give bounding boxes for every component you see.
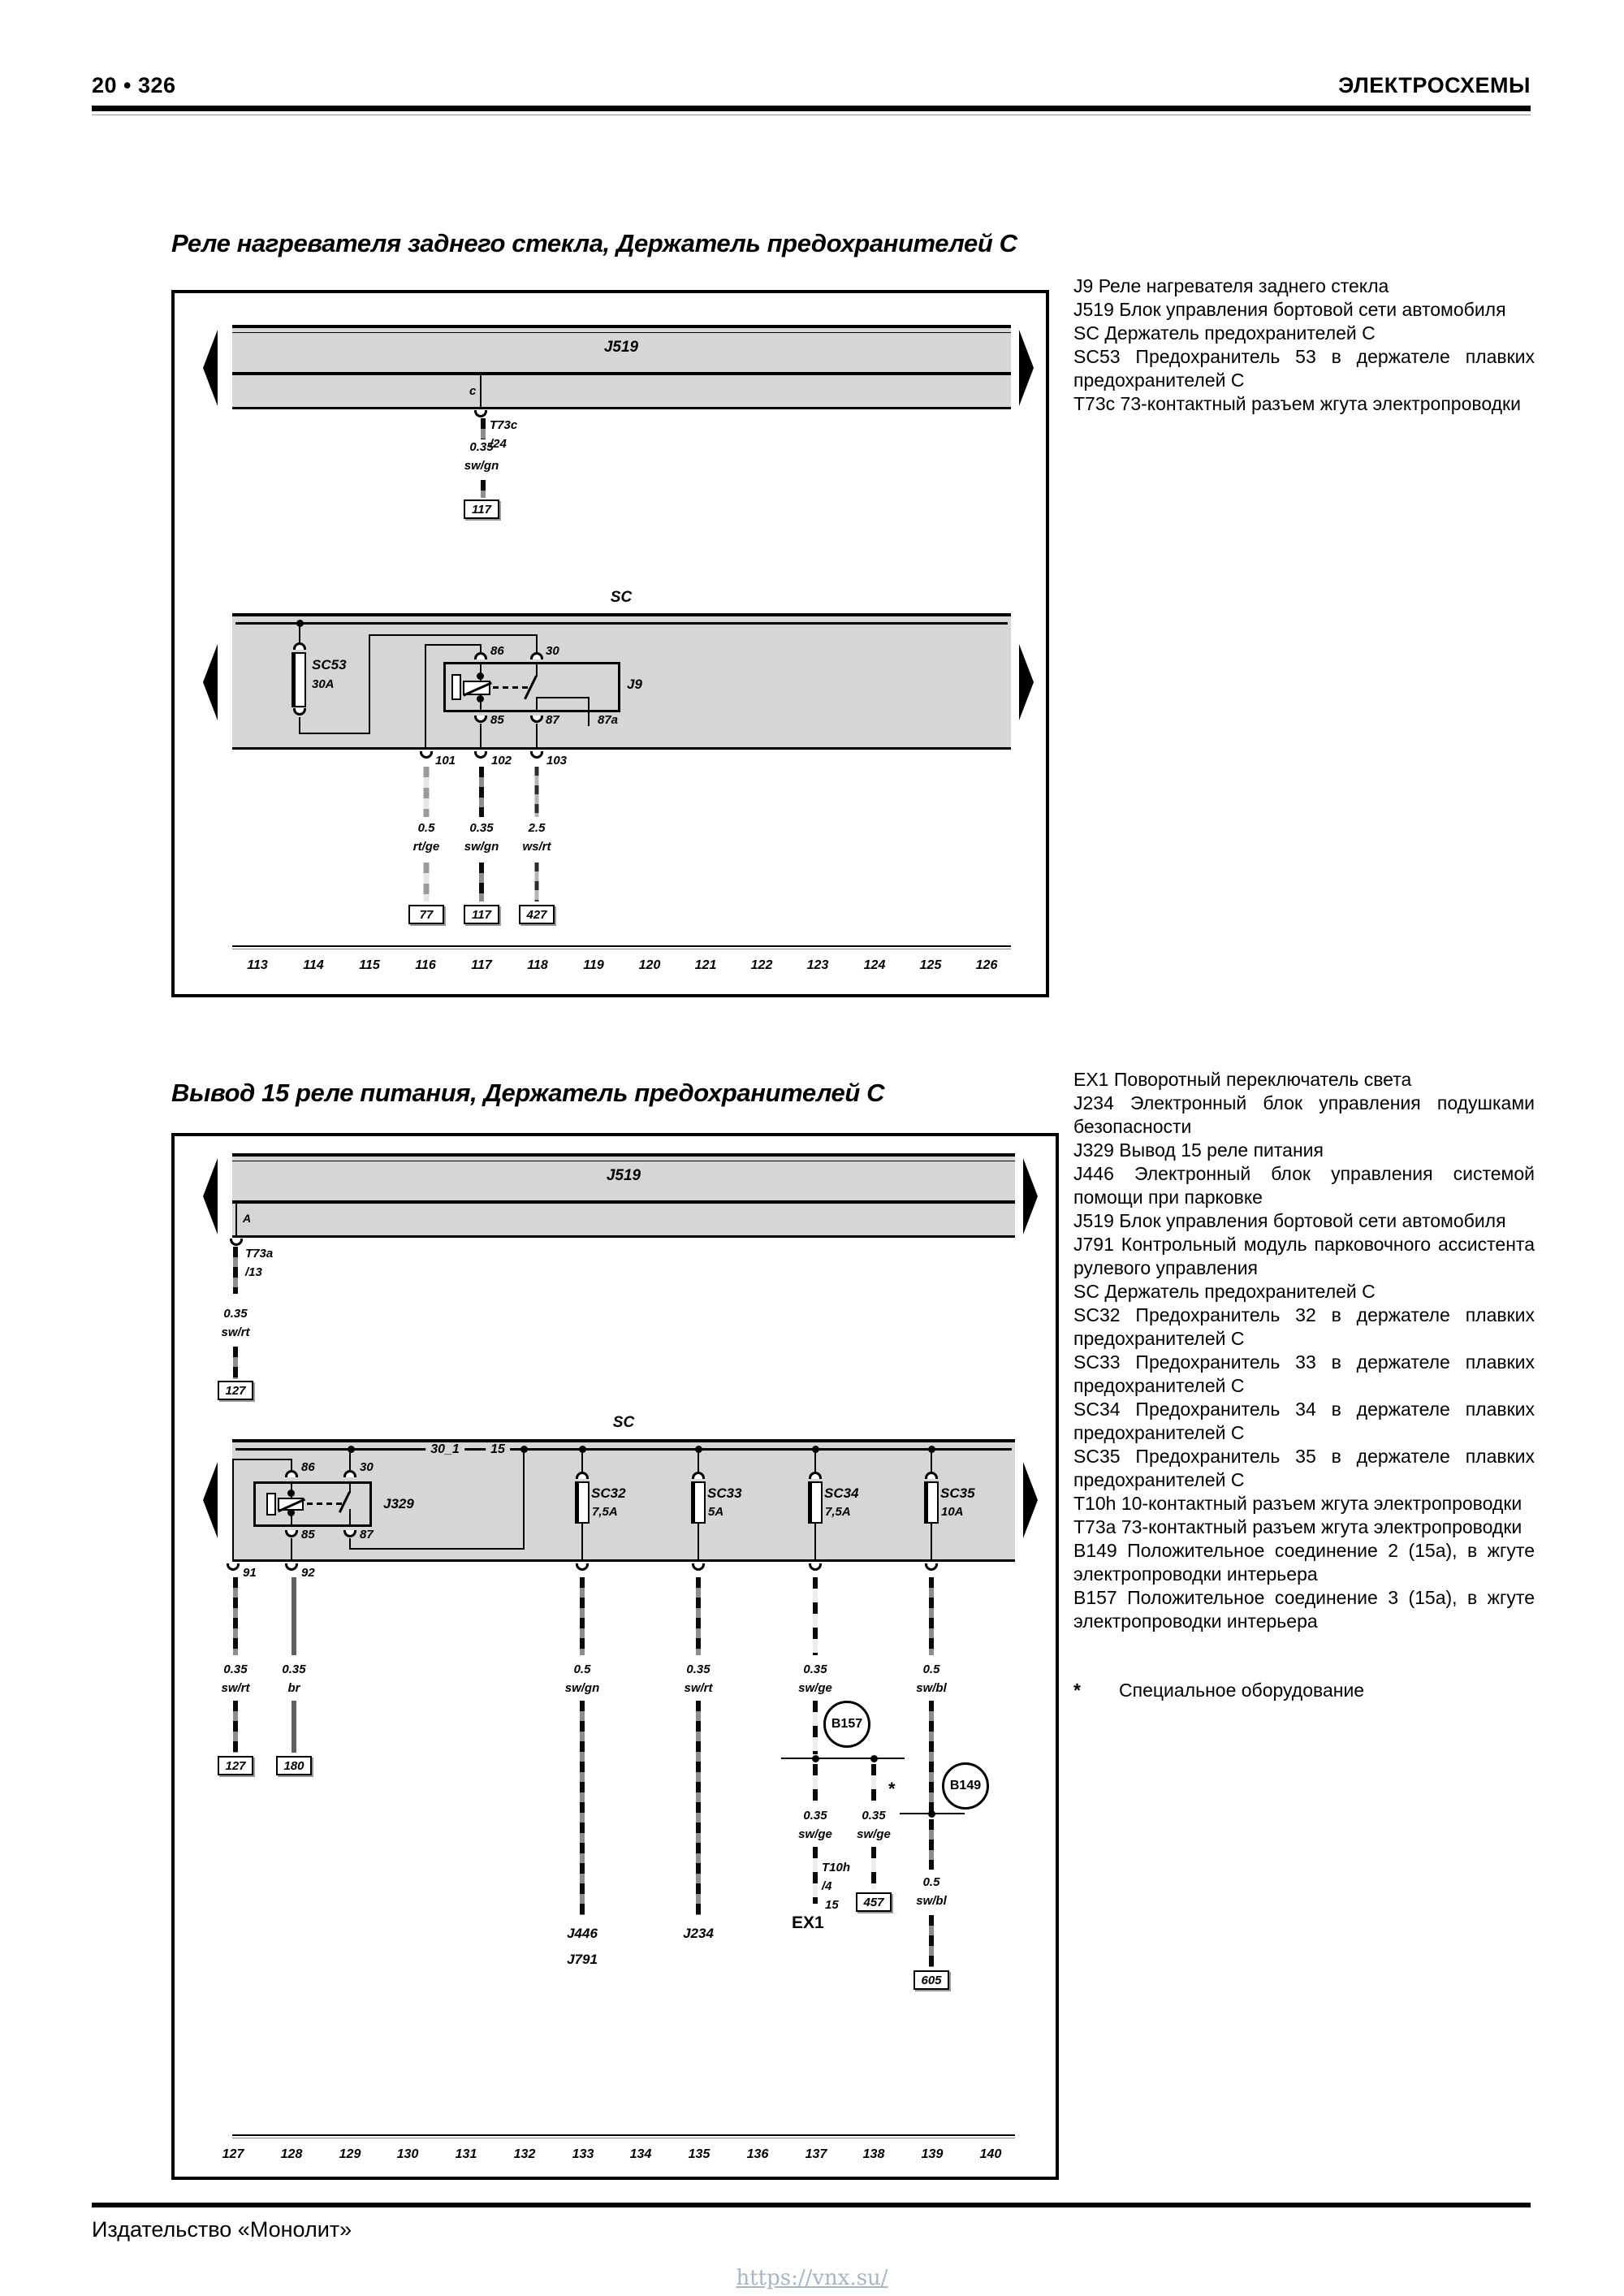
terminal-103-label: 103 (546, 754, 568, 767)
fuse-lead (299, 717, 300, 734)
link-line (536, 634, 538, 652)
track-number: 124 (863, 958, 886, 972)
wire-color: sw/bl (916, 1894, 947, 1908)
diagram1-title: Реле нагревателя заднего стекла, Держатель предохранителей С (171, 229, 1017, 257)
header-rule (92, 106, 1531, 111)
legend-entry: SC Держатель предохранителей С (1073, 1281, 1376, 1302)
wire-sw-gn (580, 1701, 585, 1915)
band-inner-line (232, 332, 1011, 333)
fuse-lead (814, 1524, 816, 1562)
connector-cup-icon (692, 1472, 705, 1479)
wire-color: ws/rt (522, 840, 551, 854)
coil-lead (291, 1511, 292, 1527)
wire-ws-rt (535, 767, 539, 817)
legend-entry: SC53 Предохранитель 53 в держателе плавких предохранителей С (1073, 346, 1535, 391)
link-line (425, 644, 482, 646)
terminal-box-180: 180 (276, 1756, 312, 1775)
connector-t10h-15: 15 (825, 1898, 839, 1912)
fusebox-label-sc: SC (610, 589, 633, 606)
wire-color: sw/gn (464, 459, 499, 473)
wire-size: 0.35 (469, 440, 494, 454)
legend-entry: T73c 73-контактный разъем жгута электропроводки (1073, 393, 1521, 414)
pin-c-label: c (469, 384, 477, 398)
fuse-sc32-name: SC32 (591, 1485, 626, 1501)
fuse-lead (814, 1451, 816, 1472)
fuse-lead (931, 1524, 932, 1562)
wire-sw-gn (481, 480, 486, 498)
terminal-box-427: 427 (519, 905, 555, 924)
wire-ws-rt (535, 863, 539, 902)
connector-t10h-pin: /4 (822, 1879, 832, 1893)
continuation-left-arrow-icon (203, 1158, 218, 1234)
relay-pin85-label: 85 (490, 713, 504, 727)
terminal-102-label: 102 (491, 754, 512, 767)
fuse-sc35-amps: 10A (941, 1505, 964, 1519)
legend-entry: B157 Положительное соединение 3 (15a), в жгуте электропроводки интерьера (1073, 1587, 1535, 1632)
track-number: 121 (694, 958, 717, 972)
fuse-sc53-name: SC53 (312, 657, 347, 672)
watermark-link[interactable]: https://vnx.su/ (736, 2266, 888, 2290)
wire-sw-bl (929, 1915, 934, 1967)
switch-lead (349, 1509, 351, 1527)
legend-entry: J329 Вывод 15 реле питания (1073, 1139, 1324, 1161)
connector-t73c-pin: /24 (490, 437, 507, 451)
wire-sw-ge (813, 1701, 818, 1754)
legend-entry: J519 Блок управления бортовой сети автомобиля (1073, 1210, 1506, 1231)
track-number: 113 (247, 958, 268, 972)
track-number: 123 (806, 958, 829, 972)
track-number: 116 (415, 958, 436, 972)
relay-pin87-label: 87 (546, 713, 559, 727)
track-number: 134 (629, 2147, 652, 2161)
module-label-j519: J519 (606, 1167, 641, 1184)
wire-color: sw/gn (464, 840, 499, 854)
legend-entry: J9 Реле нагревателя заднего стекла (1073, 275, 1389, 296)
publisher: Издательство «Монолит» (92, 2217, 352, 2242)
fuse-sc33-name: SC33 (707, 1485, 742, 1501)
legend-entry: T10h 10-контактный разъем жгута электропроводки (1073, 1493, 1522, 1514)
fusebox-label-sc: SC (612, 1414, 635, 1431)
legend-entry: SC33 Предохранитель 33 в держателе плавких предохранителей С (1073, 1351, 1535, 1396)
switch-lead (536, 697, 538, 712)
legend-entry: SC Держатель предохранителей С (1073, 322, 1376, 344)
continuation-right-arrow-icon (1023, 1462, 1038, 1538)
wire-size: 0.35 (803, 1809, 827, 1823)
fuse-lead (581, 1524, 583, 1562)
wire-sw-rt (696, 1577, 701, 1655)
track-number: 130 (396, 2147, 419, 2161)
continuation-left-arrow-icon (203, 330, 218, 406)
module-label-j519: J519 (603, 339, 639, 356)
relay-coil-frame (266, 1493, 276, 1516)
relay-j329-name: J329 (383, 1496, 414, 1511)
wire-rt-ge (424, 767, 430, 817)
connector-t73c: T73c (490, 418, 518, 432)
relay-pin85-label: 85 (301, 1528, 315, 1541)
wire-color: rt/ge (412, 840, 440, 854)
fuse-sc35-symbol (924, 1481, 939, 1524)
connector-cup-icon (925, 1472, 938, 1479)
diagram2-module-band-j519 (232, 1153, 1015, 1238)
wire-sw-bl (929, 1819, 934, 1870)
diagram1-module-band-j519 (232, 325, 1011, 409)
wire-sw-ge (871, 1764, 876, 1801)
diagram2-legend (1073, 1068, 1535, 1702)
legend-entry: SC35 Предохранитель 35 в держателе плавких предохранителей С (1073, 1446, 1535, 1490)
relay-coil-frame (451, 674, 461, 700)
terminal-box-127: 127 (218, 1756, 253, 1775)
terminal-box-117: 117 (464, 499, 499, 519)
wire-color: sw/rt (221, 1681, 250, 1695)
fuse-sc35-name: SC35 (940, 1485, 975, 1501)
exit-lead (480, 724, 482, 750)
track-number: 114 (303, 958, 324, 972)
connector-t73a: T73a (245, 1247, 274, 1260)
wire-size: 0.35 (223, 1663, 248, 1676)
terminal-92-label: 92 (301, 1566, 315, 1580)
component-j234: J234 (683, 1926, 714, 1941)
relay-pin30-cup-icon (343, 1470, 356, 1477)
link-line (523, 1451, 525, 1550)
link-line (299, 733, 370, 734)
track-number: 120 (638, 958, 661, 972)
junction-dot (870, 1755, 878, 1762)
wire-sw-ge (813, 1764, 818, 1801)
wire-sw-bl (929, 1577, 934, 1655)
track-number: 131 (455, 2147, 477, 2161)
section-title: ЭЛЕКТРОСХЕМЫ (1338, 73, 1531, 97)
legend-entry: J791 Контрольный модуль парковочного ассистента рулевого управления (1073, 1234, 1535, 1278)
track-separator (232, 945, 1011, 947)
legend-entry: J234 Электронный блок управления подушками безопасности (1073, 1092, 1535, 1137)
wire-size: 0.35 (223, 1307, 248, 1321)
fuse-sc34-amps: 7,5A (825, 1505, 851, 1519)
continuation-left-arrow-icon (203, 644, 218, 720)
wire-br (292, 1701, 296, 1753)
wire-color: sw/ge (857, 1827, 891, 1841)
bus-line (235, 622, 1008, 625)
terminal-91-label: 91 (243, 1566, 257, 1580)
switch-lead (349, 1481, 351, 1493)
switch-lead (536, 662, 538, 677)
track-number: 122 (750, 958, 773, 972)
relay-pin87-label: 87 (360, 1528, 374, 1541)
wire-color: sw/rt (221, 1325, 250, 1339)
relay-actuation-dashes (493, 686, 532, 689)
wire-stub (235, 1204, 237, 1238)
fuse-sc34-name: SC34 (824, 1485, 859, 1501)
link-line (349, 1451, 351, 1470)
continuation-right-arrow-icon (1019, 644, 1034, 720)
exit-lead (291, 1538, 292, 1562)
connector-cup-icon (293, 642, 306, 650)
diagram1-legend (1073, 275, 1535, 416)
terminal-box-127: 127 (218, 1381, 253, 1400)
asterisk-mark: * (1073, 1680, 1081, 1701)
coil-lead (480, 695, 482, 712)
pin-a-label: A (243, 1212, 252, 1225)
link-line (291, 1459, 292, 1470)
junction-line (781, 1758, 905, 1759)
track-number: 140 (979, 2147, 1002, 2161)
track-number: 132 (513, 2147, 536, 2161)
fuse-sc33-amps: 5A (708, 1505, 724, 1519)
track-number: 133 (572, 2147, 594, 2161)
wire-size: 0.5 (922, 1875, 940, 1889)
fuse-lead (698, 1524, 699, 1562)
relay-pin30-label: 30 (360, 1460, 374, 1474)
link-line (536, 697, 590, 698)
band-mid-line (232, 1200, 1015, 1204)
connector-cup-icon (809, 1472, 822, 1479)
legend-entry: B149 Положительное соединение 2 (15a), в жгуте электропроводки интерьера (1073, 1540, 1535, 1585)
relay-pin86-cup-icon (285, 1470, 298, 1477)
wire-sw-rt (233, 1701, 238, 1753)
relay-actuation-dashes (307, 1503, 343, 1505)
relay-pin30-cup-icon (530, 652, 543, 659)
track-separator (232, 2134, 1015, 2136)
junction-b157: B157 (823, 1701, 870, 1748)
track-number: 128 (280, 2147, 303, 2161)
track-number: 119 (583, 958, 604, 972)
terminal-box-605: 605 (914, 1970, 949, 1990)
component-j791: J791 (567, 1952, 598, 1967)
track-number: 115 (359, 958, 380, 972)
junction-b149: B149 (942, 1762, 989, 1810)
link-line (425, 644, 426, 750)
diagram1-fusebox-band-sc (232, 613, 1011, 750)
terminal-box-117: 117 (464, 905, 499, 924)
track-number: 139 (921, 2147, 944, 2161)
relay-pin30-label: 30 (546, 644, 559, 658)
terminal-box-77: 77 (408, 905, 444, 924)
exit-lead (536, 724, 538, 750)
wire-sw-ge (813, 1847, 818, 1904)
diagram2-frame (171, 1133, 1059, 2180)
fuse-sc33-symbol (691, 1481, 706, 1524)
wire-sw-gn (580, 1577, 585, 1655)
track-number: 138 (862, 2147, 885, 2161)
connector-t10h: T10h (822, 1861, 851, 1874)
relay-j9-name: J9 (627, 677, 642, 692)
continuation-right-arrow-icon (1023, 1158, 1038, 1234)
continuation-right-arrow-icon (1019, 330, 1034, 406)
relay-pin86-label: 86 (490, 644, 504, 658)
legend-entry: SC32 Предохранитель 32 в держателе плавких предохранителей С (1073, 1304, 1535, 1349)
wire-sw-rt (696, 1701, 701, 1915)
link-line (232, 1459, 234, 1562)
wire-size: 0.35 (862, 1809, 886, 1823)
wire-sw-rt (233, 1577, 238, 1655)
link-line (369, 634, 538, 636)
optional-asterisk: * (888, 1779, 896, 1799)
junction-line (900, 1813, 965, 1814)
pin87a-stub (588, 697, 590, 726)
track-number: 118 (527, 958, 548, 972)
track-number: 129 (339, 2147, 361, 2161)
wire-sw-gn (479, 767, 484, 817)
bus-label-30-1: 30_1 (425, 1442, 464, 1457)
wire-size: 0.35 (469, 821, 494, 835)
track-number: 126 (975, 958, 998, 972)
component-j446: J446 (567, 1926, 598, 1941)
terminal-box-457: 457 (856, 1892, 892, 1912)
footer-rule (92, 2203, 1531, 2207)
track-number: 125 (919, 958, 942, 972)
wire-sw-bl (929, 1701, 934, 1814)
wire-sw-gn (481, 418, 486, 439)
track-number: 135 (688, 2147, 710, 2161)
diagram2-title: Вывод 15 реле питания, Держатель предохранителей С (171, 1079, 885, 1107)
track-number: 136 (746, 2147, 769, 2161)
track-number: 137 (805, 2147, 827, 2161)
relay-coil (463, 681, 490, 695)
coil-lead (480, 662, 482, 681)
fuse-sc53-amps: 30A (312, 677, 335, 691)
track-number: 117 (471, 958, 492, 972)
wire-sw-rt (233, 1247, 238, 1294)
wire-color: sw/rt (684, 1681, 713, 1695)
link-line (233, 1459, 292, 1460)
component-ex1: EX1 (792, 1913, 824, 1932)
note-text: Специальное оборудование (1119, 1680, 1365, 1701)
fuse-sc32-amps: 7,5A (592, 1505, 618, 1519)
wire-color: sw/gn (564, 1681, 600, 1695)
terminal-101-label: 101 (435, 754, 456, 767)
wire-sw-ge (813, 1577, 818, 1655)
fuse-sc53-symbol (292, 652, 306, 707)
relay-pin87a-label: 87a (598, 713, 619, 727)
track-number: 127 (222, 2147, 244, 2161)
legend-entry: SC34 Предохранитель 34 в держателе плавких предохранителей С (1073, 1399, 1535, 1443)
wire-sw-ge (871, 1847, 876, 1889)
connector-cup-icon (576, 1472, 589, 1479)
wire-stub (480, 375, 482, 409)
legend-entry: J519 Блок управления бортовой сети автомобиля (1073, 299, 1506, 320)
coil-slash (463, 681, 492, 696)
fuse-sc34-symbol (808, 1481, 823, 1524)
wire-color: sw/ge (798, 1827, 832, 1841)
wire-size: 0.5 (922, 1663, 940, 1676)
link-line (349, 1548, 525, 1550)
band-mid-line (232, 372, 1011, 375)
fuse-lead (581, 1451, 583, 1472)
special-equipment-note (1073, 1679, 1535, 1702)
wire-color: br (287, 1681, 300, 1695)
relay-pin86-cup-icon (474, 652, 487, 659)
link-line (369, 634, 370, 734)
fuse-lead (698, 1451, 699, 1472)
wire-size: 0.5 (573, 1663, 591, 1676)
wire-size: 0.35 (282, 1663, 306, 1676)
wire-br (292, 1577, 296, 1655)
wire-rt-ge (424, 863, 430, 902)
connector-t73a-pin: /13 (245, 1265, 262, 1279)
continuation-left-arrow-icon (203, 1462, 218, 1538)
wire-size: 0.35 (686, 1663, 710, 1676)
wire-color: sw/ge (798, 1681, 832, 1695)
coil-lead (291, 1481, 292, 1498)
wire-size: 0.35 (803, 1663, 827, 1676)
legend-entry: T73a 73-контактный разъем жгута электропроводки (1073, 1516, 1522, 1537)
fuse-lead (299, 625, 300, 642)
fuse-lead (931, 1451, 932, 1472)
page-number: 20 • 326 (92, 73, 176, 97)
legend-entry: J446 Электронный блок управления системой помощи при парковке (1073, 1163, 1535, 1208)
legend-entry: EX1 Поворотный переключатель света (1073, 1069, 1412, 1090)
relay-pin86-label: 86 (301, 1460, 315, 1474)
wire-size: 0.5 (417, 821, 435, 835)
fuse-sc32-symbol (575, 1481, 590, 1524)
wire-color: sw/bl (916, 1681, 947, 1695)
bus-label-15: 15 (486, 1442, 510, 1457)
wire-sw-rt (233, 1347, 238, 1379)
wire-sw-gn (479, 863, 484, 902)
junction-dot (812, 1755, 819, 1762)
wire-size: 2.5 (528, 821, 546, 835)
